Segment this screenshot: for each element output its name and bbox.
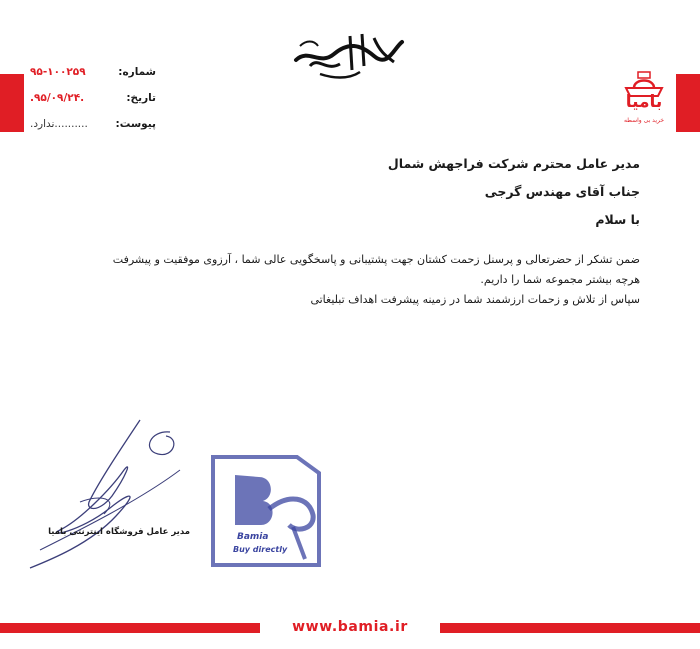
paragraph-1-line-2: هرچه بیشتر مجموعه شما را داریم. <box>480 273 640 286</box>
company-stamp-icon <box>205 447 330 582</box>
logo-name: بامیا <box>625 92 663 112</box>
letter-meta <box>30 66 156 144</box>
basmala-calligraphy-icon <box>290 26 408 84</box>
stamp-slogan: Buy directly <box>233 545 288 554</box>
signer-title: مدیر عامل فروشگاه اینترنتی بامیا <box>48 527 190 537</box>
meta-attachment-row <box>30 118 156 144</box>
number-label: شماره: <box>118 66 156 78</box>
signature-icon <box>20 410 190 590</box>
meta-number-row <box>30 66 156 92</box>
attachment-value: ..........ندارد. <box>30 118 88 130</box>
number-value: ۹۵-۱۰۰۲۵۹ <box>30 66 86 78</box>
recipient-line-1: مدیر عامل محترم شرکت فراجهش شمال <box>387 156 640 171</box>
top-left-accent-bar <box>0 74 24 132</box>
stamp-brand: Bamia <box>237 532 269 542</box>
meta-date-row <box>30 92 156 118</box>
letter-header <box>40 150 640 234</box>
greeting: با سلام <box>595 212 640 227</box>
recipient-line-2: جناب آقای مهندس گرجی <box>484 184 640 199</box>
paragraph-1-line-1: ضمن تشکر از حضرتعالی و پرسنل زحمت کشتان جهت پشتیبانی و پاسخگویی عالی شما ، آرزوی موفقیت و پیشرفت <box>112 253 640 266</box>
date-value: .۹۵/۰۹/۲۴. <box>30 92 85 104</box>
top-right-accent-bar <box>676 74 700 132</box>
footer-website: www.bamia.ir <box>260 614 440 640</box>
letter-body <box>28 250 640 310</box>
paragraph-2: سپاس از تلاش و زحمات ارزشمند شما در زمینه پیشرفت اهداف تبلیغاتی <box>310 293 640 306</box>
attachment-label: پیوست: <box>115 118 156 130</box>
date-label: تاریخ: <box>126 92 156 104</box>
logo-tagline: خرید بی واسطه <box>623 117 665 124</box>
